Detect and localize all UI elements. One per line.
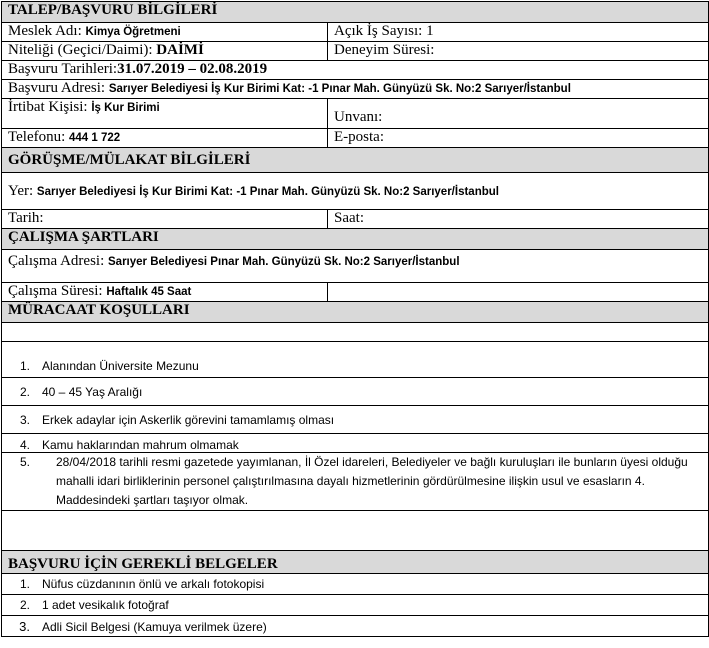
belge-text: Nüfus cüzdanının önlü ve arkalı fotokopisi	[42, 577, 265, 591]
gorusme-saat-label: Saat:	[328, 210, 709, 229]
basvuru-tarih-label: Başvuru Tarihleri:	[8, 61, 118, 77]
calisma-saatleri-label	[328, 283, 709, 302]
calisma-adres-value: Sarıyer Belediyesi Pınar Mah. Günyüzü Sk. No:2 Sarıyer/İstanbul	[108, 256, 460, 268]
eposta-label: E-posta:	[328, 129, 709, 148]
section-header-belgeler: BAŞVURU İÇİN GEREKLİ BELGELER	[2, 551, 709, 574]
form-table	[1, 1, 709, 637]
kosul-item	[2, 406, 709, 434]
kosul-item	[2, 378, 709, 406]
telefon-cell	[2, 129, 328, 148]
deneyim-label: Deneyim Süresi:	[328, 42, 709, 61]
gorusme-yer-value: Sarıyer Belediyesi İş Kur Birimi Kat: -1 Pınar Mah. Günyüzü Sk. No:2 Sarıyer/İstanbul	[36, 185, 499, 198]
meslek-label: Meslek Adı:	[8, 23, 82, 39]
basvuru-tarih-value: 31.07.2019 – 02.08.2019	[117, 61, 268, 77]
nitelik-value: DAİMİ	[156, 42, 204, 58]
kosul-number: 1.	[19, 359, 30, 373]
section-header-talep: TALEP/BAŞVURU BİLGİLERİ	[2, 2, 709, 23]
acik-is-cell	[328, 23, 709, 42]
belge-text: Adli Sicil Belgesi (Kamuya verilmek üzere)	[42, 619, 267, 634]
acik-is-label: Açık İş Sayısı:	[334, 23, 423, 39]
section-header-calisma: ÇALIŞMA ŞARTLARI	[2, 229, 709, 250]
gorusme-tarih-label: Tarih:	[2, 210, 328, 229]
irtibat-cell	[2, 99, 328, 129]
belge-item	[2, 595, 709, 616]
belge-number: 3.	[19, 618, 30, 634]
kosul-item	[2, 453, 709, 511]
kosul-number: 3.	[19, 412, 30, 427]
meslek-cell	[2, 23, 328, 42]
nitelik-cell	[2, 42, 328, 61]
section-header-muracaat: MÜRACAAT KOŞULLARI	[2, 302, 709, 323]
unvan-label: Unvanı:	[328, 99, 709, 129]
irtibat-value: İş Kur Birimi	[91, 102, 160, 114]
kosul-text: Erkek adaylar için Askerlik görevini tamamlamış olması	[42, 412, 335, 427]
kosul-item	[2, 434, 709, 453]
belge-item	[2, 616, 709, 637]
telefon-label: Telefonu:	[8, 129, 66, 145]
calisma-adres-cell	[2, 250, 709, 283]
calisma-adres-label: Çalışma Adresi:	[8, 253, 105, 269]
empty-row	[2, 511, 709, 551]
calisma-sure-cell	[2, 283, 328, 302]
section-header-gorusme: GÖRÜŞME/MÜLAKAT BİLGİLERİ	[2, 148, 709, 173]
irtibat-label: İrtibat Kişisi:	[8, 99, 88, 115]
empty-row	[2, 323, 709, 342]
kosul-text: Alanından Üniversite Mezunu	[42, 359, 199, 373]
calisma-sure-label: Çalışma Süresi:	[8, 283, 103, 299]
kosul-number: 5.	[19, 455, 30, 469]
kosul-text: 28/04/2018 tarihli resmi gazetede yayımlanan, İl Özel idareleri, Belediyeler ve bağlı kuruluşları ile bunların üyesi olduğu mahalli idari birliklerinin personel çalıştırılmasına dayalı hizmetlerinin gördürülmesine ilişkin usul ve esasların 4. Maddesindeki şartları taşıyor olmak.	[56, 455, 688, 507]
kosul-number: 2.	[19, 384, 30, 399]
kosul-item	[2, 342, 709, 378]
kosul-text: Kamu haklarından mahrum olmamak	[42, 438, 239, 452]
belge-number: 2.	[19, 598, 30, 612]
gorusme-yer-cell	[2, 173, 709, 210]
acik-is-value: 1	[426, 23, 434, 39]
belge-text: 1 adet vesikalık fotoğraf	[42, 598, 169, 612]
telefon-value: 444 1 722	[69, 132, 121, 144]
meslek-value: Kimya Öğretmeni	[85, 26, 181, 38]
gorusme-yer-label: Yer:	[8, 182, 34, 199]
belge-item	[2, 574, 709, 595]
belge-number: 1.	[19, 577, 30, 591]
basvuru-adres-value: Sarıyer Belediyesi İş Kur Birimi Kat: -1 Pınar Mah. Günyüzü Sk. No:2 Sarıyer/İstanbul	[108, 83, 571, 95]
kosul-text: 40 – 45 Yaş Aralığı	[42, 384, 143, 399]
basvuru-adres-label: Başvuru Adresi:	[8, 80, 106, 96]
kosul-number: 4.	[19, 438, 30, 452]
basvuru-adres-cell	[2, 80, 709, 99]
nitelik-label: Niteliği (Geçici/Daimi):	[8, 42, 153, 58]
calisma-sure-value: Haftalık 45 Saat	[106, 286, 192, 298]
basvuru-tarih-cell	[2, 61, 709, 80]
application-form	[1, 1, 708, 637]
